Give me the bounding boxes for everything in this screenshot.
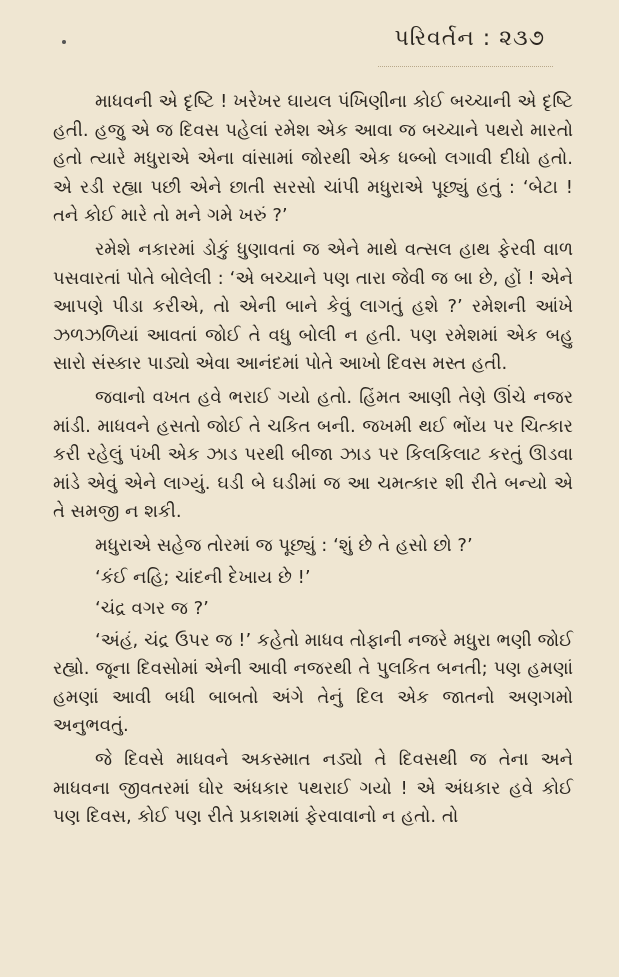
page-dot-mark [62,40,66,44]
dialogue-line: ‘કંઈ નહિ; ચાંદની દેખાય છે !’ [95,566,311,588]
dialogue-line: ‘ચંદ્ર વગર જ ?’ [95,598,209,620]
paragraph: રમેશે નકારમાં ડોકું ધુણાવતાં જ એને માથે વત્સલ હાથ ફેરવી વાળ પસવારતાં પોતે બોલેલી : ‘એ બચ્ચાને પણ તારા જેવી જ બા છે, હોં ! એને આપણે પીડા કરીએ, તો એની બાને કેવું લાગતું હશે ?’ રમેશની આંખે ઝળઝળિયાં આવતાં જોઈ તે વધુ બોલી ન હતી. પણ રમેશમાં એક બહુ સારો સંસ્કાર પાડ્યો એવા આનંદમાં પોતે આખો દિવસ મસ્ત હતી. [53,238,573,375]
body-text [53,88,573,837]
paragraph: જે દિવસે માધવને અકસ્માત નડ્યો તે દિવસથી જ તેના અને માધવના જીવતરમાં ઘોર અંધકાર પથરાઈ ગયો ! એ અંધકાર હવે કોઈ પણ દિવસ, કોઈ પણ રીતે પ્રકાશમાં ફેરવાવાનો ન હતો. તો [53,749,573,828]
header-rule [378,66,553,67]
paragraph: માધવની એ દૃષ્ટિ ! ખરેખર ઘાયલ પંખિણીના કોઈ બચ્ચાની એ દૃષ્ટિ હતી. હજુ એ જ દિવસ પહેલાં રમેશ એક આવા જ બચ્ચાને પથરો મારતો હતો ત્યારે મધુરાએ એના વાંસામાં જોરથી એક ધબ્બો લગાવી દીધો હતો. એ રડી રહ્યા પછી એને છાતી સરસો ચાંપી મધુરાએ પૂછ્યું હતું : ‘બેટા ! તને કોઈ મારે તો મને ગમે ખરું ?’ [53,91,573,227]
running-head: પરિવર્તન : ૨૩૭ [394,26,545,51]
paragraph: ‘અંહં, ચંદ્ર ઉપર જ !’ કહેતો માધવ તોફાની નજરે મધુરા ભણી જોઈ રહ્યો. જૂના દિવસોમાં એની આવી નજરથી તે પુલકિત બનતી; પણ હમણાં હમણાં આવી બધી બાબતો અંગે તેનું દિલ એક જાતનો અણગમો અનુભવતું. [53,629,573,737]
dialogue-line: મધુરાએ સહેજ તોરમાં જ પૂછ્યું : ‘શું છે તે હસો છો ?’ [95,534,473,556]
paragraph: જવાનો વખત હવે ભરાઈ ગયો હતો. હિંમત આણી તેણે ઊંચે નજર માંડી. માધવને હસતો જોઈ તે ચકિત બની. જખમી થઈ ભોંય પર ચિત્કાર કરી રહેલું પંખી એક ઝાડ પરથી બીજા ઝાડ પર કિલકિલાટ કરતું ઊડવા માંડે એવું એને લાગ્યું. ઘડી બે ઘડીમાં જ આ ચમત્કાર શી રીતે બન્યો એ તે સમજી ન શકી. [53,386,573,523]
